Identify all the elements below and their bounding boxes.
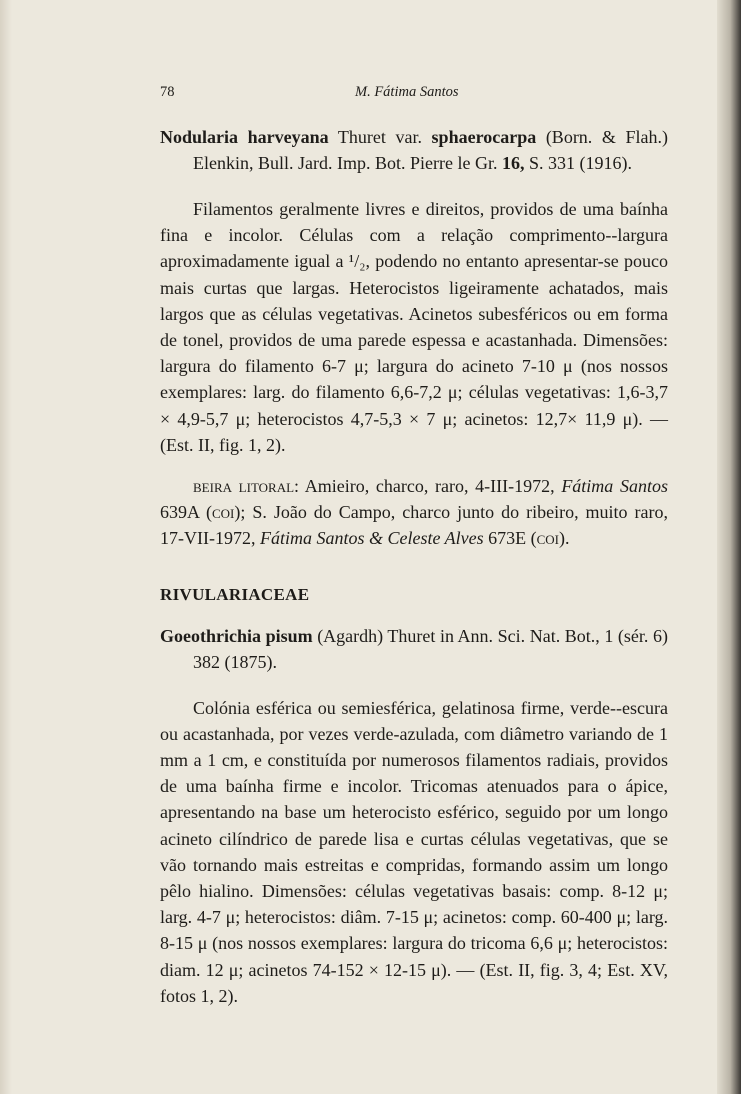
collector-name-2: Fátima Santos & Celeste Alves xyxy=(259,528,484,549)
page-header xyxy=(160,84,680,106)
locality-region: beira litoral: xyxy=(193,475,300,496)
specimen-number-1: 639A xyxy=(160,502,200,523)
locality-record xyxy=(160,473,668,552)
locality-end: . xyxy=(565,528,570,549)
taxon-species: harveyana xyxy=(247,127,329,147)
collector-name-1: Fátima Santos xyxy=(561,475,668,496)
locality-text-2: ; S. João do Campo, charco junto do ribeiro, muito raro, 17-VII-1972, xyxy=(160,502,668,549)
taxon-description-goeothrichia: Colónia esférica ou semiesférica, gelatinosa firme, verde--escura ou acastanhada, por vezes verde-azulada, com diâmetro variando de 1 mm a 1 cm, e constituída por numerosos filamentos radiais, providos de uma baínha firme e incolor. Tricomas atenuados para o ápice, apresentando na base um heterocisto esférico, seguido por um longo acineto cilíndrico de parede lisa e curtas células vegetativas, que se vão tornando mais estreitas e compridas, formando assim um longo pêlo hialino. Dimensões: células vegetativas basais: comp. 8-12 μ; larg. 4-7 μ; heterocistos: diâm. 7-15 μ; acinetos: comp. 60-400 μ; larg. 8-15 μ (nos nossos exemplares: largura do tricoma 6,6 μ; heterocistos: diam. 12 μ; acinetos 74-152 × 12-15 μ). — (Est. II, fig. 3, 4; Est. XV, fotos 1, 2). xyxy=(160,697,669,1006)
page-edge-shadow xyxy=(717,0,741,1094)
taxon-heading-goeothrichia xyxy=(160,623,668,675)
taxon-heading-nodularia xyxy=(160,124,668,176)
family-heading: RIVULARIACEAE xyxy=(160,584,310,604)
locality-text-1: Amieiro, charco, raro, 4-III-1972, xyxy=(304,475,555,496)
taxon-volume: 16, xyxy=(501,153,525,174)
taxon-genus: Nodularia xyxy=(160,127,239,147)
taxon-variety: sphaerocarpa xyxy=(431,127,537,147)
herbarium-code-2: (coi) xyxy=(530,528,566,549)
specimen-number-2: 673E xyxy=(488,528,527,549)
taxon-description-nodularia: Filamentos geralmente livres e direitos, providos de uma baínha fina e incolor. Células com a relação comprimento--largura aproximadamente igual a ¹/₂, podendo no entanto apresentar-se pouco mais curtas que largas. Heterocistos ligeiramente achatados, mais largos que as células vegetativas. Acinetos subesféricos ou em forma de tonel, providos de uma parede espessa e acastanhada. Dimensões: largura do filamento 6-7 μ; largura do acineto 7-10 μ (nos nossos exemplares: larg. do filamento 6,6-7,2 μ; células vegetativas: 1,6-3,7 × 4,9-5,7 μ; heterocistos 4,7-5,3 × 7 μ; acinetos: 12,7× 11,9 μ). — (Est. II, fig. 1, 2). xyxy=(160,198,668,455)
taxon-citation-end: S. 331 (1916). xyxy=(528,153,632,174)
page-number: 78 xyxy=(160,84,175,100)
running-head: M. Fátima Santos xyxy=(355,84,459,100)
taxon-citation: (Agardh) Thuret in Ann. Sci. Nat. Bot., 1 (sér. 6) 382 (1875). xyxy=(193,625,668,672)
page-content xyxy=(160,124,668,1009)
herbarium-code-1: (coi) xyxy=(205,502,241,523)
taxon-genus: Goeothrichia xyxy=(160,625,261,646)
taxon-species: pisum xyxy=(265,625,313,646)
page-gutter-shade xyxy=(0,0,12,1094)
taxon-authority: Thuret var. xyxy=(337,127,422,147)
taxon-citation: (Born. & Flah.) Elenkin, Bull. Jard. Imp. Bot. Pierre le Gr. xyxy=(193,127,668,174)
